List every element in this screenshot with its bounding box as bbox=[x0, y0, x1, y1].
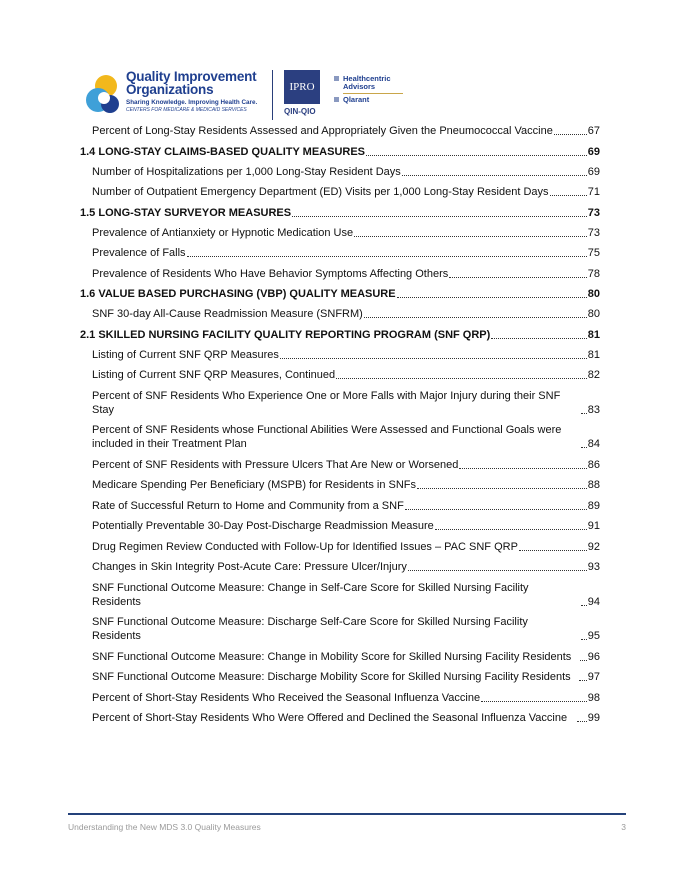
ipro-sub: QIN-QIO bbox=[284, 107, 316, 116]
toc-entry-title: Percent of Short-Stay Residents Who Were Offered and Declined the Seasonal Influenza Vaccine bbox=[92, 712, 568, 724]
toc-page-number: 78 bbox=[587, 267, 600, 280]
toc-page-number: 80 bbox=[587, 308, 600, 320]
toc-entry-title: 1.5 LONG-STAY SURVEYOR MEASURES bbox=[80, 206, 292, 219]
toc-entry[interactable] bbox=[80, 423, 600, 451]
toc-entry[interactable] bbox=[80, 267, 600, 281]
toc-page-number: 96 bbox=[587, 650, 600, 663]
toc-leader-dots bbox=[336, 378, 587, 379]
toc-entry[interactable] bbox=[80, 246, 600, 260]
toc-entry-title: Percent of SNF Residents Who Experience One or More Falls with Major Injury during their SNF Stay bbox=[92, 389, 561, 416]
toc-entry[interactable] bbox=[80, 458, 600, 472]
toc-leader-dots bbox=[187, 256, 587, 257]
toc-leader-dots bbox=[581, 605, 587, 606]
toc-entry-title: 1.6 VALUE BASED PURCHASING (VBP) QUALITY MEASURE bbox=[80, 288, 396, 300]
partner-qlarant-label: Qlarant bbox=[343, 95, 370, 104]
toc-entry-title: Listing of Current SNF QRP Measures, Continued bbox=[92, 369, 336, 381]
footer-title: Understanding the New MDS 3.0 Quality Measures bbox=[68, 822, 261, 832]
toc-entry-title: 2.1 SKILLED NURSING FACILITY QUALITY REPORTING PROGRAM (SNF QRP) bbox=[80, 328, 491, 341]
toc-leader-dots bbox=[550, 195, 587, 196]
toc-page-number: 73 bbox=[587, 206, 600, 219]
toc-leader-dots bbox=[397, 297, 587, 298]
toc-page-number: 82 bbox=[587, 369, 600, 381]
toc-entry-title: Number of Outpatient Emergency Department (ED) Visits per 1,000 Long-Stay Resident Days bbox=[92, 186, 549, 198]
toc-section-heading[interactable] bbox=[80, 287, 600, 301]
partner-qlarant bbox=[334, 96, 403, 104]
toc-page-number: 84 bbox=[587, 438, 600, 450]
toc-entry[interactable] bbox=[80, 389, 600, 417]
toc-leader-dots bbox=[581, 447, 587, 448]
toc-page-number: 91 bbox=[587, 520, 600, 532]
toc-leader-dots bbox=[364, 317, 587, 318]
toc-entry-title: Prevalence of Residents Who Have Behavior Symptoms Affecting Others bbox=[92, 267, 449, 280]
qio-title-line2: Organizations bbox=[126, 82, 214, 97]
toc-entry-title: Percent of SNF Residents whose Functional Abilities Were Assessed and Functional Goals were included in their Treatment Plan bbox=[92, 424, 562, 450]
toc-entry-title: Potentially Preventable 30-Day Post-Discharge Readmission Measure bbox=[92, 520, 434, 532]
toc-page-number: 71 bbox=[587, 186, 600, 198]
toc-entry[interactable] bbox=[80, 519, 600, 533]
toc-page-number: 97 bbox=[587, 671, 600, 683]
toc-leader-dots bbox=[435, 529, 587, 530]
toc-leader-dots bbox=[481, 701, 587, 702]
qio-swirl-icon bbox=[84, 72, 124, 118]
toc-page-number: 95 bbox=[587, 630, 600, 642]
toc-entry[interactable] bbox=[80, 711, 600, 725]
toc-page-number: 88 bbox=[587, 479, 600, 491]
partner-healthcentric-label: Healthcentric Advisors bbox=[343, 74, 391, 91]
toc-leader-dots bbox=[554, 134, 587, 135]
toc-entry[interactable] bbox=[80, 540, 600, 554]
qio-tagline: Sharing Knowledge. Improving Health Care. bbox=[126, 99, 258, 106]
toc-entry[interactable] bbox=[80, 368, 600, 382]
ipro-box: IPRO bbox=[284, 70, 320, 104]
toc-entry[interactable] bbox=[80, 581, 600, 609]
toc-page-number: 89 bbox=[587, 499, 600, 512]
toc-leader-dots bbox=[491, 338, 586, 339]
toc-leader-dots bbox=[459, 468, 586, 469]
toc-entry[interactable] bbox=[80, 185, 600, 199]
toc-section-heading[interactable] bbox=[80, 328, 600, 342]
toc-leader-dots bbox=[417, 488, 587, 489]
header-divider bbox=[272, 70, 273, 120]
toc-entry-title: SNF Functional Outcome Measure: Discharge Mobility Score for Skilled Nursing Facility Residents bbox=[92, 671, 571, 683]
toc-leader-dots bbox=[580, 660, 587, 661]
toc-entry[interactable] bbox=[80, 478, 600, 492]
toc-entry[interactable] bbox=[80, 226, 600, 240]
toc-leader-dots bbox=[366, 155, 587, 156]
toc-section-heading[interactable] bbox=[80, 206, 600, 220]
toc-entry-title: SNF Functional Outcome Measure: Discharge Self-Care Score for Skilled Nursing Facility Residents bbox=[92, 616, 528, 642]
toc-page-number: 81 bbox=[587, 328, 600, 341]
toc-entry-title: 1.4 LONG-STAY CLAIMS-BASED QUALITY MEASURES bbox=[80, 145, 366, 158]
ipro-logo bbox=[284, 70, 322, 116]
toc-entry-title: Percent of Long-Stay Residents Assessed and Appropriately Given the Pneumococcal Vaccine bbox=[92, 125, 553, 137]
partner-divider bbox=[343, 93, 403, 94]
toc-entry-title: Number of Hospitalizations per 1,000 Long-Stay Resident Days bbox=[92, 165, 401, 178]
toc-page-number: 92 bbox=[587, 540, 600, 553]
toc-leader-dots bbox=[408, 570, 587, 571]
toc-leader-dots bbox=[581, 413, 587, 414]
toc-page-number: 73 bbox=[587, 226, 600, 239]
toc-page-number: 80 bbox=[587, 288, 600, 300]
qio-logo bbox=[84, 70, 264, 120]
toc-leader-dots bbox=[577, 721, 586, 722]
toc-entry-title: Listing of Current SNF QRP Measures bbox=[92, 348, 279, 361]
footer-page-number: 3 bbox=[621, 822, 626, 832]
toc-entry[interactable] bbox=[80, 348, 600, 362]
toc-entry[interactable] bbox=[80, 670, 600, 684]
toc-page-number: 69 bbox=[587, 165, 600, 178]
toc-page-number: 94 bbox=[587, 595, 600, 608]
toc-section-heading[interactable] bbox=[80, 145, 600, 159]
toc-entry-title: SNF Functional Outcome Measure: Change in Mobility Score for Skilled Nursing Facility Residents bbox=[92, 650, 572, 663]
toc-leader-dots bbox=[402, 175, 587, 176]
toc-entry[interactable] bbox=[80, 307, 600, 321]
toc-leader-dots bbox=[354, 236, 587, 237]
footer-rule bbox=[68, 813, 626, 815]
toc-entry[interactable] bbox=[80, 124, 600, 138]
qio-cms-label: CENTERS FOR MEDICARE & MEDICAID SERVICES bbox=[126, 107, 247, 113]
table-of-contents bbox=[80, 124, 600, 732]
toc-leader-dots bbox=[519, 550, 587, 551]
partner-healthcentric bbox=[334, 75, 403, 91]
toc-page-number: 93 bbox=[587, 561, 600, 573]
toc-entry[interactable] bbox=[80, 615, 600, 643]
toc-leader-dots bbox=[579, 680, 587, 681]
toc-page-number: 98 bbox=[587, 691, 600, 704]
toc-entry-title: Prevalence of Antianxiety or Hypnotic Medication Use bbox=[92, 226, 354, 239]
toc-entry[interactable] bbox=[80, 499, 600, 513]
toc-page-number: 86 bbox=[587, 458, 600, 471]
toc-entry-title: Percent of Short-Stay Residents Who Received the Seasonal Influenza Vaccine bbox=[92, 691, 481, 704]
square-bullet-icon bbox=[334, 97, 339, 102]
toc-entry-title: SNF Functional Outcome Measure: Change in Self-Care Score for Skilled Nursing Facility Residents bbox=[92, 581, 529, 608]
toc-page-number: 83 bbox=[587, 403, 600, 416]
toc-entry[interactable] bbox=[80, 165, 600, 179]
toc-leader-dots bbox=[280, 358, 587, 359]
toc-entry-title: Drug Regimen Review Conducted with Follow-Up for Identified Issues – PAC SNF QRP bbox=[92, 540, 518, 553]
header-logos bbox=[84, 70, 414, 120]
toc-entry-title: Medicare Spending Per Beneficiary (MSPB) for Residents in SNFs bbox=[92, 479, 417, 491]
toc-entry-title: SNF 30-day All-Cause Readmission Measure (SNFRM) bbox=[92, 308, 363, 320]
toc-entry-title: Rate of Successful Return to Home and Community from a SNF bbox=[92, 499, 404, 512]
toc-page-number: 69 bbox=[587, 145, 600, 158]
toc-entry-title: Prevalence of Falls bbox=[92, 247, 186, 259]
partner-logos bbox=[334, 75, 403, 104]
toc-page-number: 67 bbox=[587, 125, 600, 137]
toc-entry-title: Percent of SNF Residents with Pressure Ulcers That Are New or Worsened bbox=[92, 458, 459, 471]
toc-page-number: 99 bbox=[587, 712, 601, 724]
toc-leader-dots bbox=[405, 509, 587, 510]
toc-leader-dots bbox=[581, 639, 587, 640]
toc-entry[interactable] bbox=[80, 650, 600, 664]
toc-entry-title: Changes in Skin Integrity Post-Acute Care: Pressure Ulcer/Injury bbox=[92, 561, 407, 573]
toc-entry[interactable] bbox=[80, 691, 600, 705]
square-bullet-icon bbox=[334, 76, 339, 81]
toc-page-number: 75 bbox=[587, 247, 600, 259]
qio-title-line1: Quality Improvement bbox=[126, 69, 257, 84]
toc-leader-dots bbox=[449, 277, 587, 278]
toc-leader-dots bbox=[292, 216, 587, 217]
toc-page-number: 81 bbox=[587, 348, 600, 361]
toc-entry[interactable] bbox=[80, 560, 600, 574]
